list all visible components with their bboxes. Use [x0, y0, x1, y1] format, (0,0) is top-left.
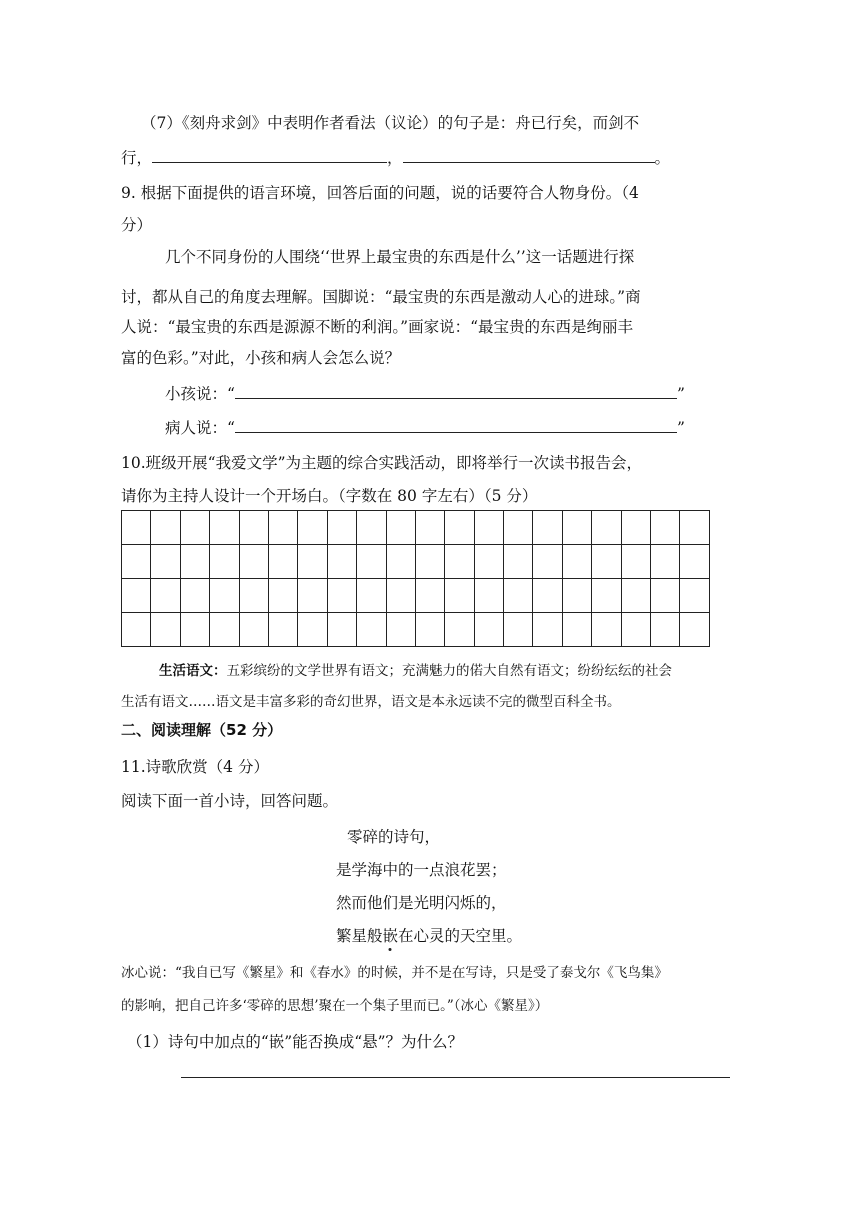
grid-cell[interactable] — [268, 613, 297, 647]
grid-cell[interactable] — [298, 545, 327, 579]
grid-cell[interactable] — [592, 545, 621, 579]
grid-cell[interactable] — [298, 579, 327, 613]
grid-cell[interactable] — [651, 511, 680, 545]
q11-sub1: （1）诗句中加点的“嵌”能否换成“悬”？为什么？ — [127, 1033, 464, 1051]
q9-para-line1: 几个不同身份的人围绕‘‘世界上最宝贵的东西是什么’’这一话题进行探 — [165, 248, 635, 266]
grid-cell[interactable] — [504, 545, 533, 579]
answer-blank-2[interactable] — [403, 148, 655, 163]
grid-cell[interactable] — [651, 579, 680, 613]
grid-cell[interactable] — [592, 613, 621, 647]
grid-cell[interactable] — [592, 511, 621, 545]
grid-cell[interactable] — [210, 511, 239, 545]
q8-7-line2 — [121, 146, 670, 168]
grid-cell[interactable] — [151, 579, 180, 613]
grid-cell[interactable] — [680, 613, 709, 647]
grid-cell[interactable] — [445, 511, 474, 545]
q8-7-line2-prefix: 行， — [121, 149, 153, 167]
grid-cell[interactable] — [180, 579, 209, 613]
grid-cell[interactable] — [445, 613, 474, 647]
grid-cell[interactable] — [180, 613, 209, 647]
q10-line1: 10.班级开展“我爱文学”为主题的综合实践活动，即将举行一次读书报告会， — [121, 454, 643, 472]
child-answer-blank[interactable] — [235, 384, 677, 399]
grid-cell[interactable] — [415, 545, 444, 579]
life-chinese-line1 — [159, 659, 672, 679]
grid-cell[interactable] — [151, 545, 180, 579]
grid-cell[interactable] — [562, 579, 591, 613]
grid-cell[interactable] — [533, 545, 562, 579]
grid-cell[interactable] — [357, 511, 386, 545]
patient-label: 病人说：“ — [165, 419, 235, 437]
grid-cell[interactable] — [210, 613, 239, 647]
grid-cell[interactable] — [415, 511, 444, 545]
grid-cell[interactable] — [386, 511, 415, 545]
grid-cell[interactable] — [210, 545, 239, 579]
grid-row — [122, 579, 710, 613]
grid-cell[interactable] — [533, 511, 562, 545]
grid-cell[interactable] — [268, 545, 297, 579]
grid-cell[interactable] — [357, 579, 386, 613]
poem-line2: 是学海中的一点浪花罢； — [336, 861, 507, 879]
grid-row — [122, 545, 710, 579]
grid-cell[interactable] — [474, 613, 503, 647]
grid-cell[interactable] — [621, 511, 650, 545]
child-label: 小孩说：“ — [165, 385, 235, 403]
child-close-quote: ” — [676, 385, 685, 403]
grid-cell[interactable] — [562, 613, 591, 647]
grid-cell[interactable] — [651, 613, 680, 647]
q9-child-answer — [165, 382, 685, 404]
grid-cell[interactable] — [180, 511, 209, 545]
grid-cell[interactable] — [327, 613, 356, 647]
grid-cell[interactable] — [504, 511, 533, 545]
dotted-character: 嵌 — [382, 927, 399, 945]
grid-cell[interactable] — [122, 545, 151, 579]
grid-cell[interactable] — [474, 511, 503, 545]
q9-title-line2: 分） — [121, 216, 153, 234]
grid-cell[interactable] — [357, 613, 386, 647]
poem-line1: 零碎的诗句， — [347, 828, 441, 846]
q8-7-line1: （7）《刻舟求剑》中表明作者看法（议论）的句子是：舟已行矣，而剑不 — [141, 114, 640, 132]
q9-title-line1: 9. 根据下面提供的语言环境，回答后面的问题，说的话要符合人物身份。（4 — [121, 184, 639, 202]
grid-cell[interactable] — [680, 579, 709, 613]
q11-instruction: 阅读下面一首小诗，回答问题。 — [121, 792, 339, 810]
grid-cell[interactable] — [268, 579, 297, 613]
grid-cell[interactable] — [621, 579, 650, 613]
grid-cell[interactable] — [533, 613, 562, 647]
grid-cell[interactable] — [151, 511, 180, 545]
grid-cell[interactable] — [298, 613, 327, 647]
answer-blank-1[interactable] — [152, 148, 387, 163]
q8-7-comma: ， — [387, 149, 403, 167]
grid-cell[interactable] — [357, 545, 386, 579]
grid-cell[interactable] — [680, 511, 709, 545]
grid-cell[interactable] — [415, 613, 444, 647]
grid-cell[interactable] — [474, 545, 503, 579]
answer-line[interactable] — [181, 1077, 730, 1078]
q9-para-line4: 富的色彩。”对此，小孩和病人会怎么说？ — [121, 349, 401, 367]
grid-cell[interactable] — [298, 511, 327, 545]
poem-line4 — [336, 924, 522, 946]
grid-row — [122, 613, 710, 647]
q9-para-line2: 讨，都从自己的角度去理解。国脚说：“最宝贵的东西是激动人心的进球。”商 — [121, 288, 641, 306]
grid-cell[interactable] — [122, 511, 151, 545]
grid-cell[interactable] — [445, 579, 474, 613]
grid-cell[interactable] — [533, 579, 562, 613]
grid-cell[interactable] — [151, 613, 180, 647]
life-chinese-label: 生活语文： — [159, 663, 227, 679]
grid-cell[interactable] — [239, 579, 268, 613]
grid-cell[interactable] — [621, 613, 650, 647]
q8-7-period: 。 — [654, 149, 671, 167]
grid-cell[interactable] — [651, 545, 680, 579]
grid-cell[interactable] — [445, 545, 474, 579]
grid-cell[interactable] — [504, 613, 533, 647]
grid-cell[interactable] — [122, 579, 151, 613]
grid-cell[interactable] — [122, 613, 151, 647]
grid-cell[interactable] — [562, 545, 591, 579]
life-chinese-line2: 生活有语文……语文是丰富多彩的奇幻世界，语文是本永远读不完的微型百科全书。 — [121, 694, 621, 710]
grid-cell[interactable] — [180, 545, 209, 579]
grid-cell[interactable] — [268, 511, 297, 545]
grid-cell[interactable] — [239, 613, 268, 647]
grid-cell[interactable] — [327, 511, 356, 545]
grid-cell[interactable] — [474, 579, 503, 613]
bingxin-note-line1: 冰心说：“我自已写《繁星》和《春水》的时候，并不是在写诗，只是受了泰戈尔《飞鸟集》 — [121, 965, 668, 981]
grid-cell[interactable] — [210, 579, 239, 613]
grid-cell[interactable] — [386, 579, 415, 613]
life-chinese-text1: 五彩缤纷的文学世界有语文；充满魅力的偌大自然有语文；纷纷纭纭的社会 — [226, 663, 672, 679]
grid-cell[interactable] — [504, 579, 533, 613]
grid-cell[interactable] — [327, 545, 356, 579]
grid-cell[interactable] — [386, 545, 415, 579]
grid-cell[interactable] — [239, 511, 268, 545]
poem-line3: 然而他们是光明闪烁的， — [336, 894, 507, 912]
bingxin-note-line2: 的影响，把自己许多‘零碎的思想’聚在一个集子里而已。”（冰心《繁星》） — [121, 998, 549, 1014]
patient-close-quote: ” — [676, 419, 685, 437]
section2-title: 二、阅读理解（52 分） — [121, 721, 283, 739]
grid-cell[interactable] — [415, 579, 444, 613]
grid-cell[interactable] — [562, 511, 591, 545]
poem-line4-before: 繁星般 — [336, 927, 383, 945]
grid-cell[interactable] — [592, 579, 621, 613]
grid-cell[interactable] — [386, 613, 415, 647]
grid-row — [122, 511, 710, 545]
grid-cell[interactable] — [680, 545, 709, 579]
grid-cell[interactable] — [327, 579, 356, 613]
grid-cell[interactable] — [239, 545, 268, 579]
q9-para-line3: 人说：“最宝贵的东西是源源不断的利润。”画家说：“最宝贵的东西是绚丽丰 — [121, 318, 634, 336]
q10-line2: 请你为主持人设计一个开场白。（字数在 80 字左右）（5 分） — [121, 487, 538, 505]
q11-title: 11.诗歌欣赏（4 分） — [121, 758, 269, 776]
patient-answer-blank[interactable] — [235, 418, 677, 433]
poem-line4-after: 在心灵的天空里。 — [398, 927, 523, 945]
writing-grid[interactable] — [121, 510, 710, 647]
q9-patient-answer — [165, 416, 685, 438]
grid-cell[interactable] — [621, 545, 650, 579]
